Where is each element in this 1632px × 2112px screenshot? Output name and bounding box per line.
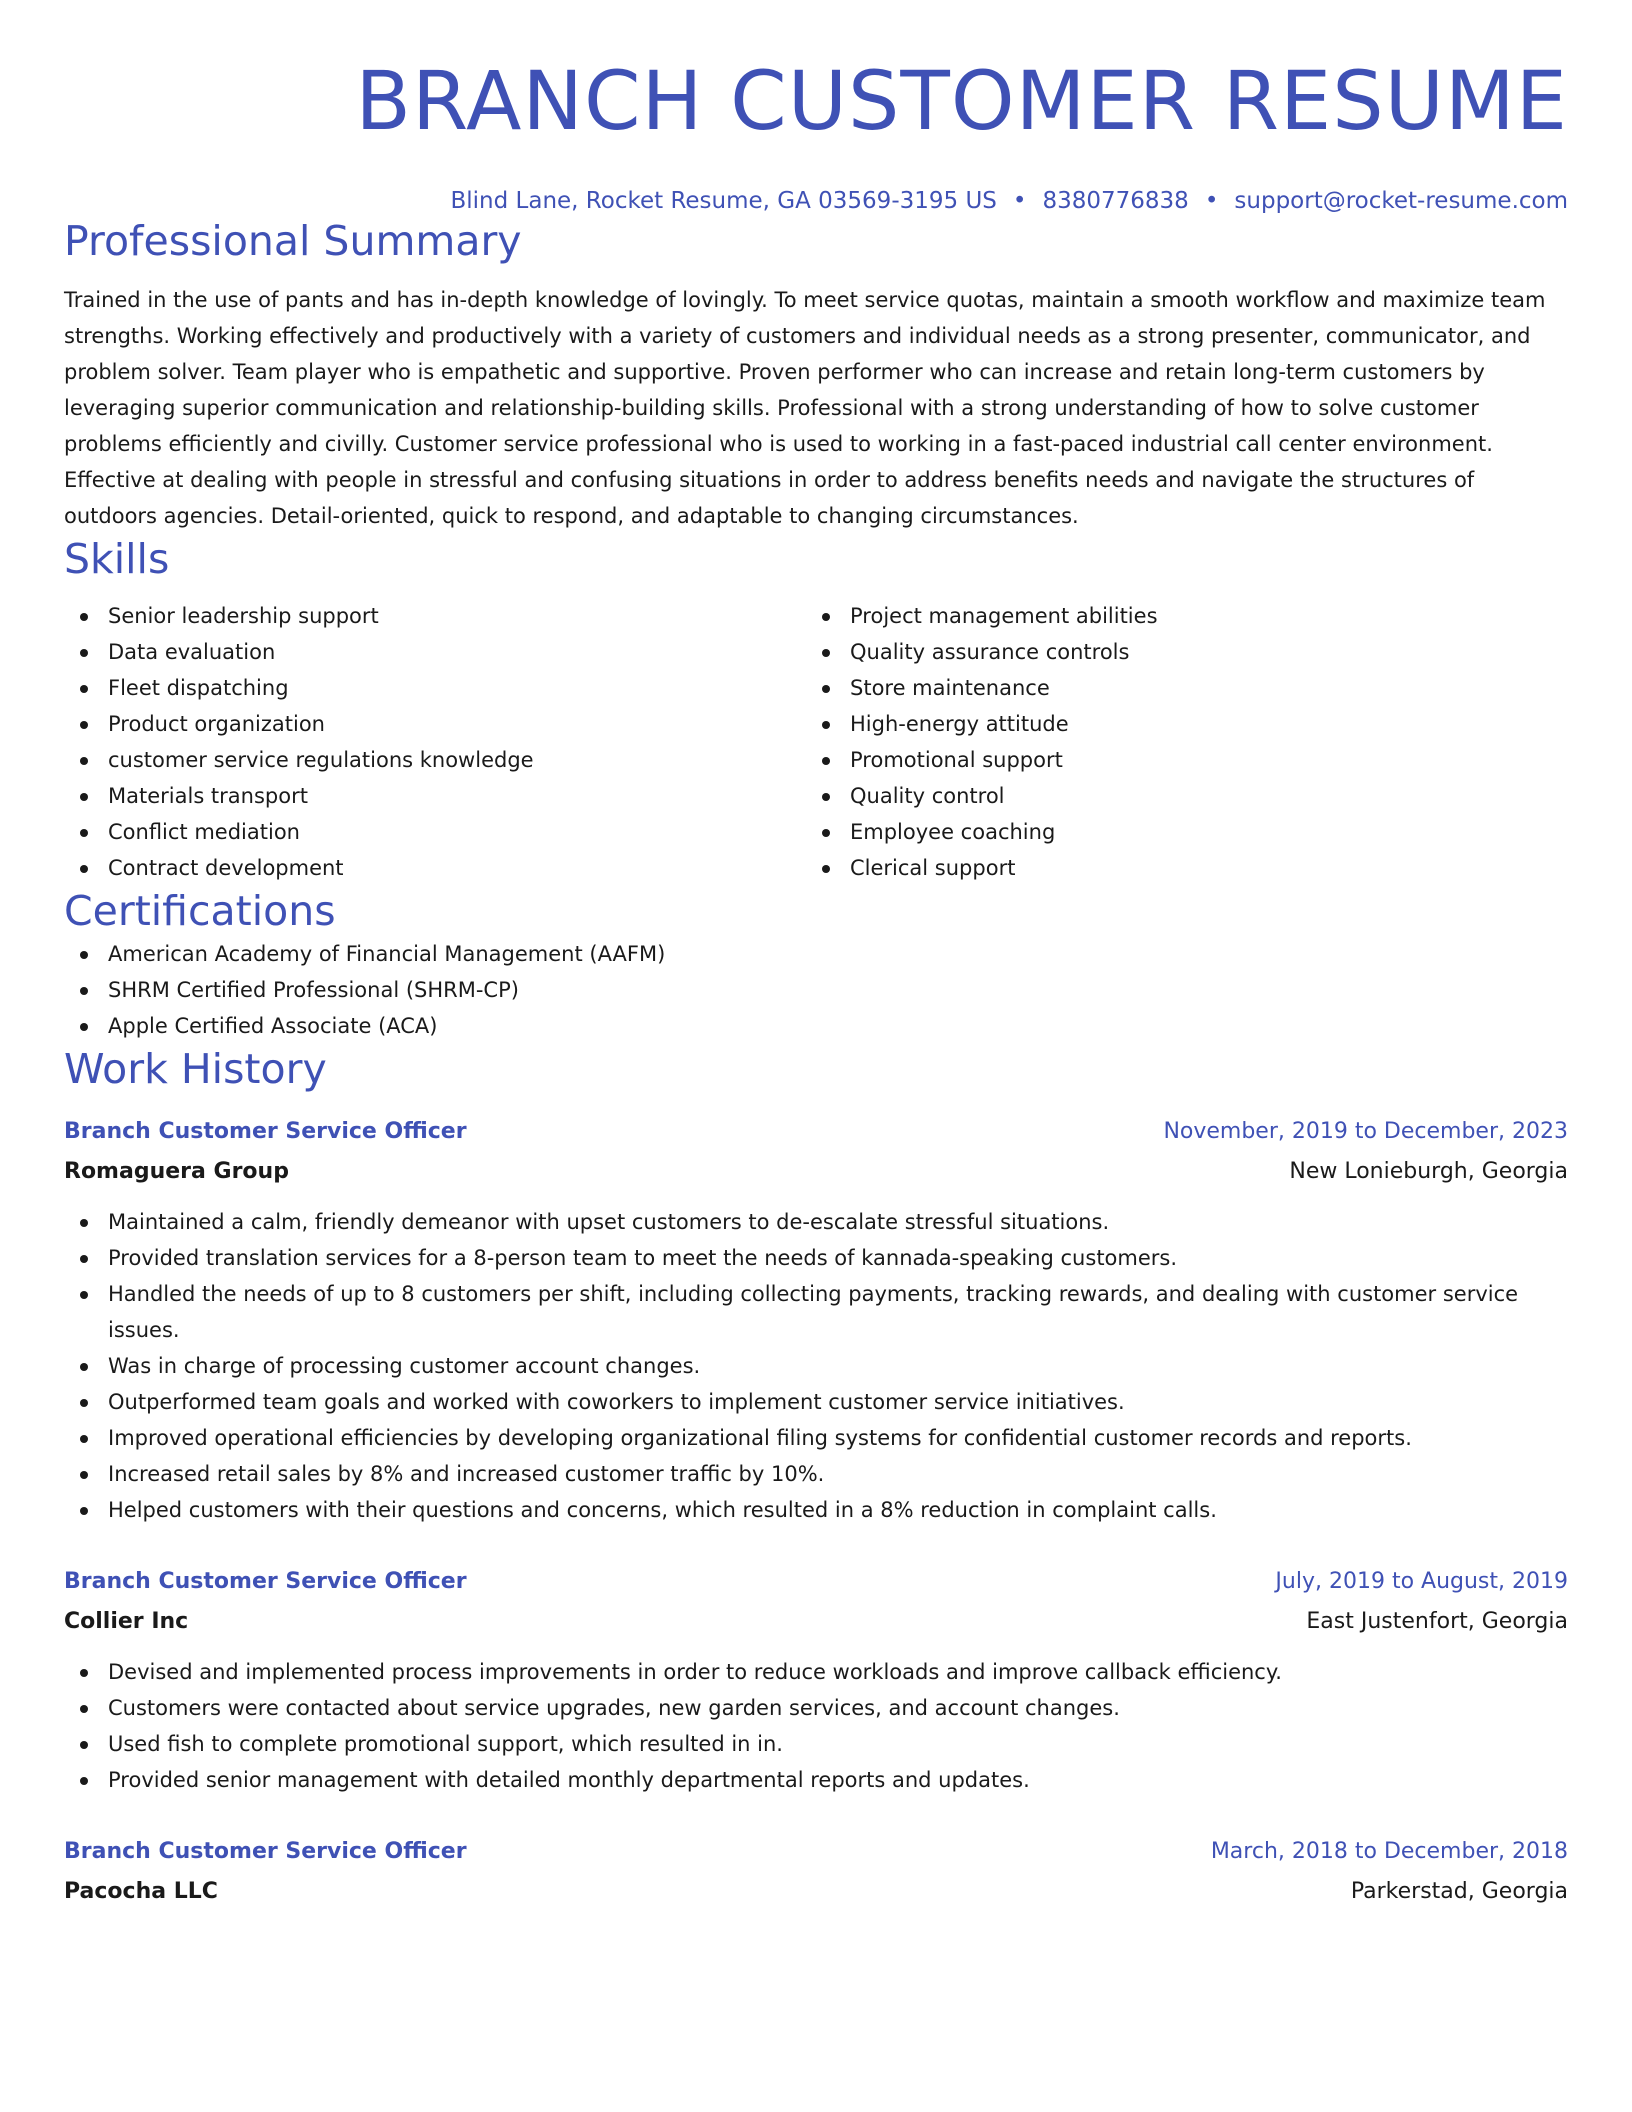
certification-item: American Academy of Financial Management (AAFM) [64,936,1568,972]
summary-text: Trained in the use of pants and has in-depth knowledge of lovingly. To meet service quotas, maintain a smooth workflow and maximize team strengths. Working effectively and productively with a variety of customers and individual needs as a strong presenter, communicator, and problem solver. Team player who is empathetic and supportive. Proven performer who can increase and retain long-term customers by leveraging superior communication and relationship-building skills. Professional with a strong understanding of how to solve customer problems efficiently and civilly. Customer service professional who is used to working in a fast-paced industrial call center environment. Effective at dealing with people in stressful and confusing situations in order to address benefits needs and navigate the structures of outdoors agencies. Detail-oriented, quick to respond, and adaptable to changing circumstances. [64,288,1546,528]
certification-item: Apple Certified Associate (ACA) [64,1008,1568,1044]
job-bullet: Used fish to complete promotional support, which resulted in in. [64,1726,1568,1762]
job-bullet: Outperformed team goals and worked with coworkers to implement customer service initiatives. [64,1384,1568,1420]
job-entry [64,1832,1568,1912]
job-dates: November, 2019 to December, 2023 [1163,1119,1568,1144]
job-company-row [64,1602,1568,1642]
work-history-section [64,1044,1568,1912]
resume-name: BRANCH CUSTOMER RESUME [355,55,1568,149]
job-bullet: Was in charge of processing customer account changes. [64,1348,1568,1384]
work-history-heading: Work History [64,1045,327,1093]
summary-heading: Professional Summary [64,217,522,265]
skill-item: Senior leadership support [64,598,806,634]
contact-email: support@rocket-resume.com [1234,188,1568,214]
skill-item: Promotional support [806,742,1548,778]
skills-column-right [806,598,1548,886]
skill-item: Materials transport [64,778,806,814]
job-bullets [64,1654,1568,1798]
skill-item: Clerical support [806,850,1548,886]
certification-item: SHRM Certified Professional (SHRM-CP) [64,972,1568,1008]
job-bullet: Provided senior management with detailed monthly departmental reports and updates. [64,1762,1568,1798]
job-company: Romaguera Group [64,1159,289,1184]
job-location: East Justenfort, Georgia [1306,1609,1568,1634]
job-bullet: Maintained a calm, friendly demeanor with upset customers to de-escalate stressful situations. [64,1204,1568,1240]
job-company: Pacocha LLC [64,1879,218,1904]
job-header-row [64,1112,1568,1152]
certifications-list [64,936,1568,1044]
job-bullet: Provided translation services for a 8-person team to meet the needs of kannada-speaking customers. [64,1240,1568,1276]
job-header-row [64,1562,1568,1602]
job-header-row [64,1832,1568,1872]
job-bullet: Customers were contacted about service upgrades, new garden services, and account changes. [64,1690,1568,1726]
job-title: Branch Customer Service Officer [64,1119,467,1144]
skills-column-left [64,598,806,886]
job-title: Branch Customer Service Officer [64,1569,467,1594]
skill-item: Employee coaching [806,814,1548,850]
job-bullet: Handled the needs of up to 8 customers per shift, including collecting payments, tracking rewards, and dealing with customer service issues. [64,1276,1568,1348]
skills-list-left [64,598,806,886]
skill-item: Quality control [806,778,1548,814]
contact-address: Blind Lane, Rocket Resume, GA 03569-3195 US [450,188,997,214]
job-bullet: Increased retail sales by 8% and increased customer traffic by 10%. [64,1456,1568,1492]
job-bullet: Helped customers with their questions and concerns, which resulted in a 8% reduction in complaint calls. [64,1492,1568,1528]
contact-separator: • [1012,188,1027,214]
job-location: Parkerstad, Georgia [1350,1879,1568,1904]
skill-item: Quality assurance controls [806,634,1548,670]
job-dates: July, 2019 to August, 2019 [1275,1569,1568,1594]
skill-item: Product organization [64,706,806,742]
job-bullet: Improved operational efficiencies by developing organizational filing systems for confidential customer records and reports. [64,1420,1568,1456]
skill-item: Fleet dispatching [64,670,806,706]
job-entry [64,1562,1568,1798]
contact-separator: • [1204,188,1219,214]
skills-grid [64,598,1568,886]
job-location: New Lonieburgh, Georgia [1289,1159,1568,1184]
job-entry [64,1112,1568,1528]
resume-header [64,54,1568,216]
skill-item: Contract development [64,850,806,886]
summary-section [64,216,1568,534]
certifications-section [64,886,1568,1044]
skills-list-right [806,598,1548,886]
skill-item: Project management abilities [806,598,1548,634]
certifications-heading: Certifications [64,887,336,935]
skills-section [64,534,1568,886]
job-bullets [64,1204,1568,1528]
skill-item: customer service regulations knowledge [64,742,806,778]
job-bullet: Devised and implemented process improvements in order to reduce workloads and improve callback efficiency. [64,1654,1568,1690]
job-dates: March, 2018 to December, 2018 [1210,1839,1568,1864]
skill-item: High-energy attitude [806,706,1548,742]
job-company-row [64,1872,1568,1912]
skills-heading: Skills [64,535,170,583]
contact-line [64,186,1568,216]
skill-item: Data evaluation [64,634,806,670]
job-company: Collier Inc [64,1609,189,1634]
skill-item: Store maintenance [806,670,1548,706]
contact-phone: 8380776838 [1042,188,1189,214]
job-title: Branch Customer Service Officer [64,1839,467,1864]
skill-item: Conflict mediation [64,814,806,850]
job-company-row [64,1152,1568,1192]
